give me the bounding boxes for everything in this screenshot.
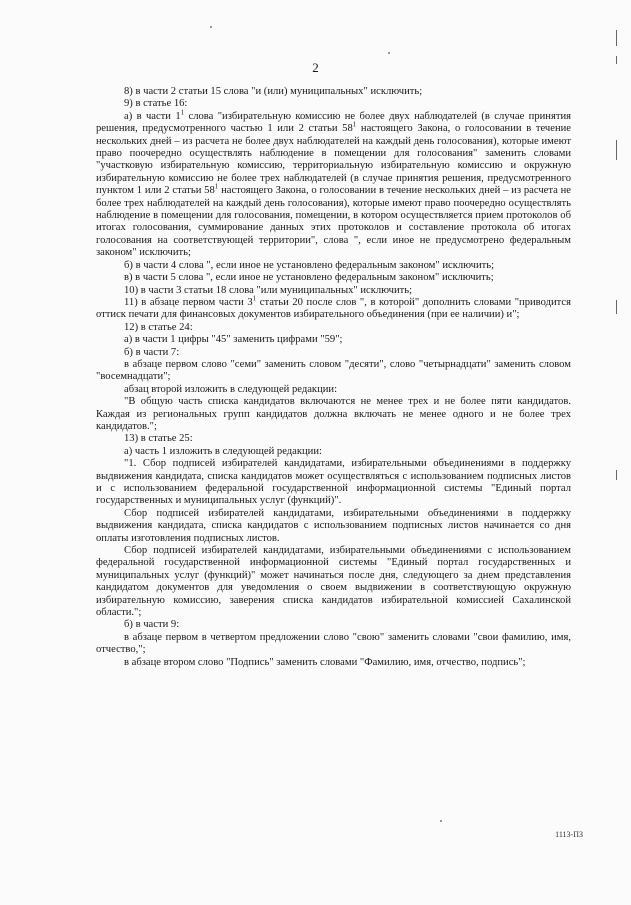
scan-speck xyxy=(210,26,212,28)
paragraph: в абзаце первом слово "семи" заменить словом "десяти", слово "четырнадцати" заменить словом "восемнадцати"; xyxy=(96,358,571,383)
paragraph: в абзаце первом в четвертом предложении слово "свою" заменить словами "свои фамилию, имя, отчество,"; xyxy=(96,631,571,656)
document-code: 1113-ПЗ xyxy=(555,830,583,839)
paragraph: в) в части 5 слова ", если иное не установлено федеральным законом" исключить; xyxy=(124,272,494,284)
scan-edge-mark xyxy=(616,30,617,46)
paragraph: б) в части 4 слова ", если иное не установлено федеральным законом" исключить; xyxy=(124,259,495,271)
superscript-one: 1 xyxy=(252,294,257,303)
superscript-one: 1 xyxy=(214,182,219,191)
superscript-one: 1 xyxy=(352,120,357,129)
scan-speck xyxy=(440,820,442,822)
paragraph: "1. Сбор подписей избирателей кандидатами, избирательными объединениями в поддержку выдвижения кандидата, списка кандидатов может осуществляться с использованием подписных листов и с использованием федеральной государственной информационной системы "Единый портал государственных и муниципальных услуг (функций)". xyxy=(96,458,571,507)
superscript-one: 1 xyxy=(180,108,185,117)
paragraph: 13) в статье 25: xyxy=(124,433,193,445)
paragraph: в абзаце втором слово "Подпись" заменить словами "Фамилию, имя, отчество, подпись"; xyxy=(124,656,526,668)
scan-edge-mark xyxy=(616,470,617,480)
scan-edge-mark xyxy=(616,300,617,314)
paragraph: б) в части 7: xyxy=(124,346,180,358)
scan-edge-mark xyxy=(616,56,617,64)
paragraph: а) в части 1 цифры "45" заменить цифрами "59"; xyxy=(124,334,343,346)
paragraph: 12) в статье 24: xyxy=(124,321,193,333)
document-body xyxy=(96,86,571,669)
paragraph: 8) в части 2 статьи 15 слова "и (или) муниципальных" исключить; xyxy=(124,86,423,97)
scan-edge-mark xyxy=(616,140,617,160)
paragraph: б) в части 9: xyxy=(124,619,180,631)
paragraph: а) в части $1^1$ слова "избирательную комиссию не более двух наблюдателей (в случае принятия решения, предусмотренного частью 1 или 2 статьи $58^1$ настоящего Закона, о голосовании в течение нескольких дней – из расчета не более двух наблюдателей на каждый день голосования), которые имеют право поочередно осуществлять наблюдение в помещении для голосования" заменить словами "участковую избирательную комиссию, территориальную избирательную комиссию и окружную избирательную комиссию не более трех наблюдателей (в случае принятия решения, предусмотренного пунктом 1 или 2 статьи $58^1$ настоящего Закона, о голосовании в течение нескольких дней – из расчета не более трех наблюдателей на каждый день голосования), которые имеют право поочередно осуществлять наблюдение в помещении для голосования, помещении, в котором осуществляется прием протоколов об итогах голосования, суммирование данных этих протоколов и составление протокола об итогах голосования на соответствующей территории", слова ", если иное не предусмотрено федеральным законом" исключить; xyxy=(96,108,571,259)
paragraph: 9) в статье 16: xyxy=(124,98,188,110)
scan-speck xyxy=(388,52,390,54)
paragraph: а) часть 1 изложить в следующей редакции: xyxy=(124,445,322,457)
paragraph: Сбор подписей избирателей кандидатами, избирательными объединениями с использованием федеральной государственной информационной системы "Единый портал государственных и муниципальных услуг (функций)" может начинаться после дня, следующего за днем представления кандидатом документов для уведомления о своем выдвижении в соответствующую окружную избирательную комиссию, заверения списка кандидатов избирательной комиссией Сахалинской области."; xyxy=(96,545,571,619)
paragraph: Сбор подписей избирателей кандидатами, избирательными объединениями в поддержку выдвижения кандидата, списка кандидатов с использованием подписных листов начинается со дня оплаты изготовления подписных листов. xyxy=(96,507,571,544)
paragraph: абзац второй изложить в следующей редакции: xyxy=(124,383,338,395)
page-number: 2 xyxy=(312,60,319,75)
paragraph: "В общую часть списка кандидатов включаются не менее трех и не более пяти кандидатов. Каждая из региональных групп кандидатов должна включать не менее одного и не более трех кандидатов."; xyxy=(96,396,571,432)
paragraph: 10) в части 3 статьи 18 слова "или муниципальных" исключить; xyxy=(124,284,413,296)
paragraph: 11) в абзаце первом части $3^1$ статьи 20 после слов ", в которой" дополнить словами "приводится оттиск печати для финансовых документов избирательного объединения (при ее наличии) и"; xyxy=(96,294,571,321)
